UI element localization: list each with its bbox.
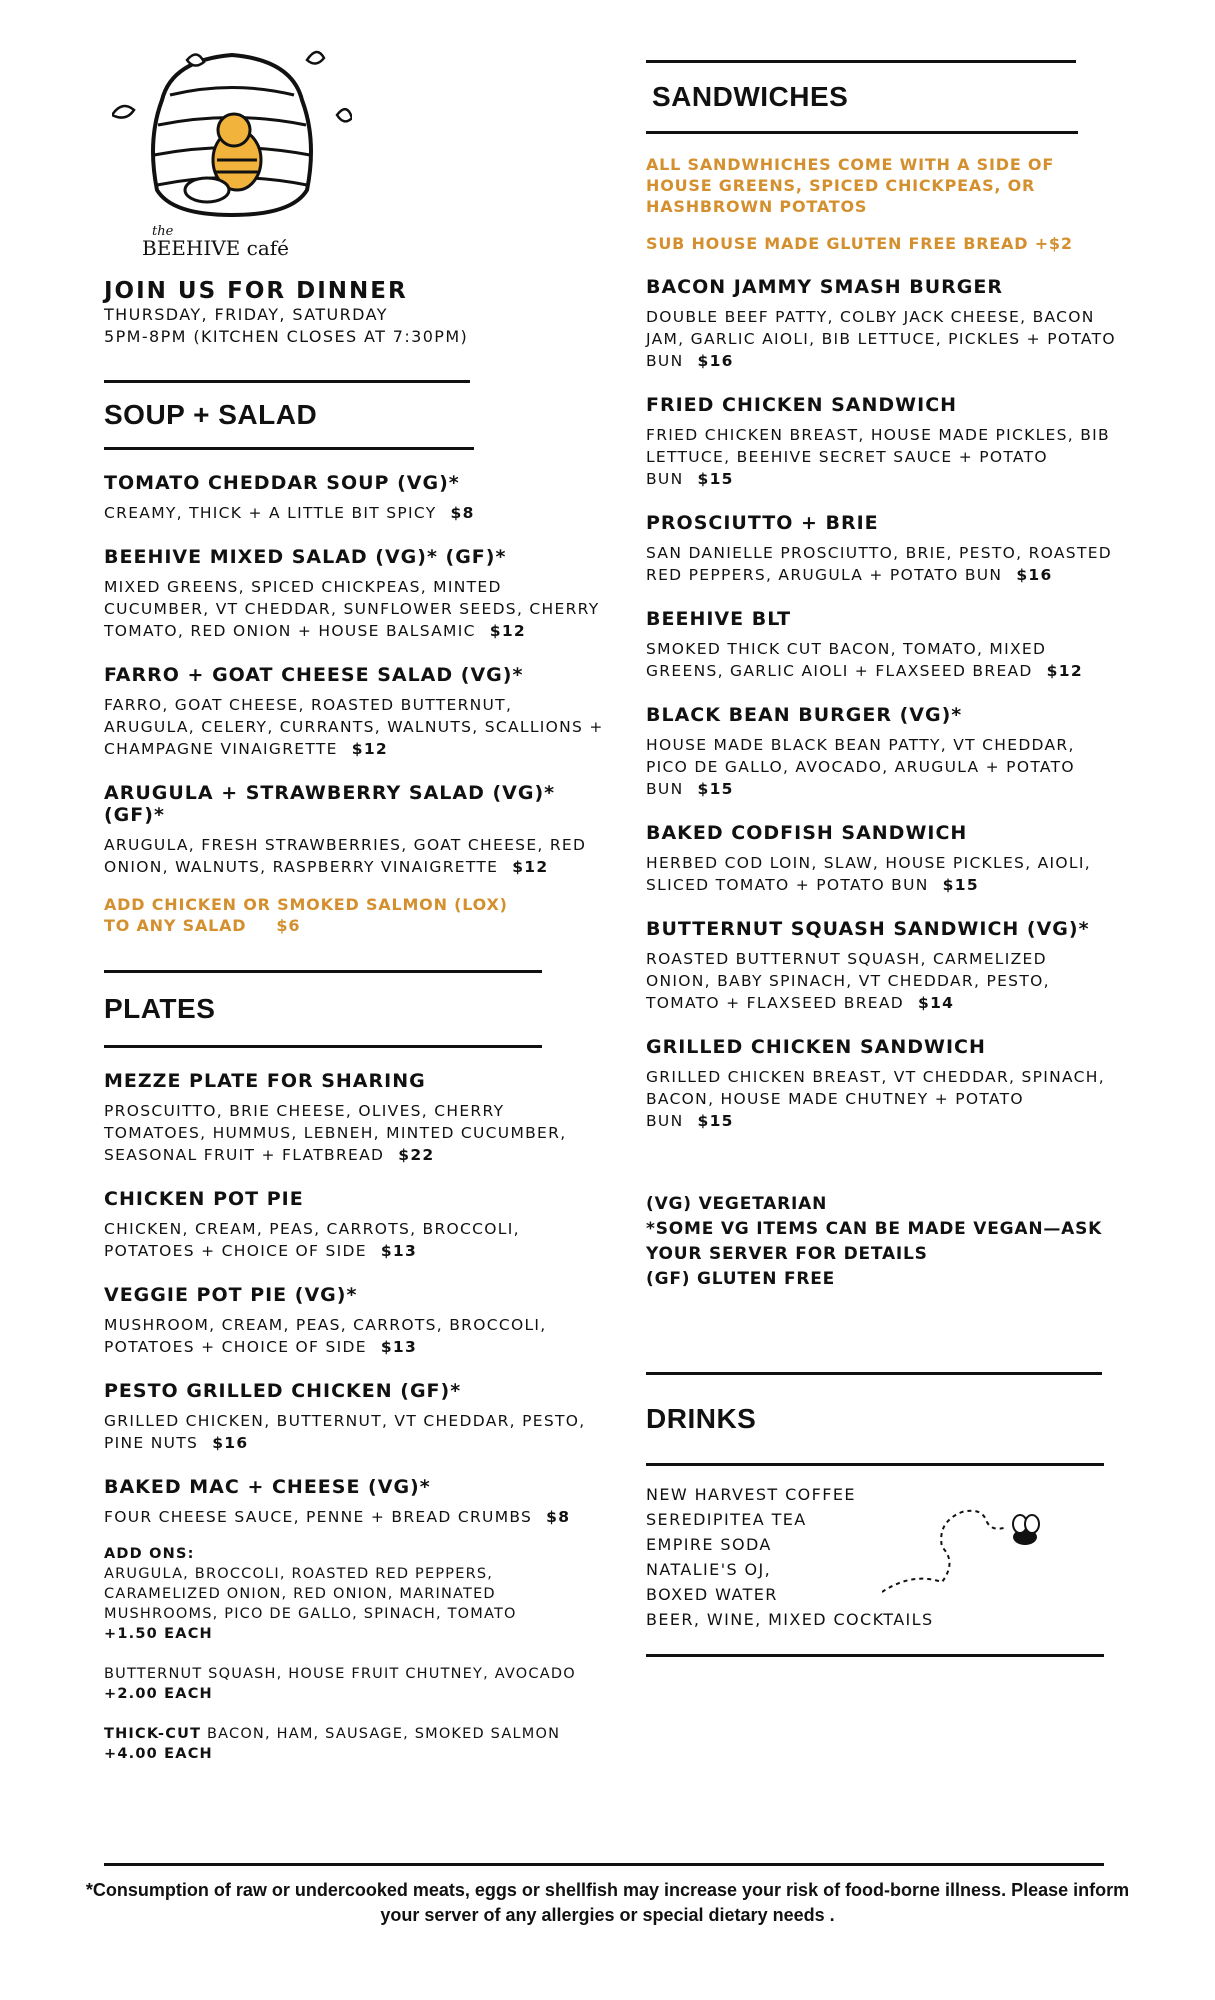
left-column [104, 40, 604, 1764]
addons-block [104, 1544, 604, 1764]
item-price: $13 [380, 1242, 418, 1260]
menu-item [646, 512, 1116, 586]
item-price: $16 [697, 352, 734, 370]
dietary-legend [646, 1192, 1116, 1292]
divider [646, 1654, 1104, 1657]
item-desc: CHICKEN, CREAM, PEAS, CARROTS, BROCCOLI, POTATOES + CHOICE OF SIDE [104, 1220, 520, 1260]
item-price: $12 [512, 858, 549, 876]
menu-item [104, 1188, 604, 1262]
addons-list-3: BACON, HAM, SAUSAGE, SMOKED SALMON [206, 1726, 561, 1742]
menu-item [646, 608, 1116, 682]
addons-title: ADD ONS: [104, 1546, 195, 1562]
item-name: BACON JAMMY SMASH BURGER [646, 276, 1004, 298]
item-name: BAKED CODFISH SANDWICH [646, 822, 968, 844]
divider [104, 447, 474, 450]
item-price: $15 [697, 1112, 734, 1130]
item-name: PROSCIUTTO + BRIE [646, 512, 879, 534]
drink-item: BOXED WATER [646, 1585, 778, 1604]
item-price: $12 [489, 622, 526, 640]
salad-addon-line2: TO ANY SALAD [104, 916, 247, 935]
item-name: TOMATO CHEDDAR SOUP (VG)* [104, 472, 460, 494]
item-name: GRILLED CHICKEN SANDWICH [646, 1036, 986, 1058]
logo-text-the: the [152, 224, 174, 239]
drink-item: BEER, WINE, MIXED COCKTAILS [646, 1610, 934, 1629]
gluten-free-note: SUB HOUSE MADE GLUTEN FREE BREAD +$2 [646, 234, 1073, 253]
menu-item [104, 1284, 604, 1358]
divider [104, 380, 470, 383]
salad-addon-price: $6 [276, 916, 301, 935]
menu-item [104, 1380, 604, 1454]
item-desc: GRILLED CHICKEN BREAST, VT CHEDDAR, SPINACH, BACON, HOUSE MADE CHUTNEY + POTATO BUN [646, 1068, 1105, 1130]
menu-item [104, 546, 604, 642]
legend-vegan-note: *SOME VG ITEMS CAN BE MADE VEGAN—ASK YOUR SERVER FOR DETAILS [646, 1219, 1103, 1264]
item-price: $14 [918, 994, 955, 1012]
item-desc: FRIED CHICKEN BREAST, HOUSE MADE PICKLES, BIB LETTUCE, BEEHIVE SECRET SAUCE + POTATO BUN [646, 426, 1110, 488]
menu-item [646, 704, 1116, 800]
beehive-logo [112, 40, 352, 260]
item-desc: DOUBLE BEEF PATTY, COLBY JACK CHEESE, BACON JAM, GARLIC AIOLI, BIB LETTUCE, PICKLES + POTATO BUN [646, 308, 1116, 370]
divider [104, 1045, 542, 1048]
divider [646, 1463, 1104, 1466]
item-name: BEEHIVE MIXED SALAD (VG)* (GF)* [104, 546, 507, 568]
footer-disclaimer: *Consumption of raw or undercooked meats, eggs or shellfish may increase your risk of food-borne illness. Please inform your server of any allergies or special dietary needs . [85, 1880, 1130, 1925]
item-price: $12 [1046, 662, 1083, 680]
item-price: $15 [697, 470, 734, 488]
item-price: $15 [942, 876, 979, 894]
menu-item [646, 394, 1116, 490]
salad-addon-line1: ADD CHICKEN OR SMOKED SALMON (LOX) [104, 895, 508, 914]
section-title-plates: PLATES [104, 993, 216, 1024]
addons-price-3: +4.00 EACH [104, 1746, 213, 1762]
item-name: FRIED CHICKEN SANDWICH [646, 394, 958, 416]
addons-price-2: +2.00 EACH [104, 1686, 213, 1702]
divider [646, 131, 1078, 134]
item-desc: FOUR CHEESE SAUCE, PENNE + BREAD CRUMBS [104, 1508, 533, 1526]
dinner-days: THURSDAY, FRIDAY, SATURDAY [104, 305, 388, 324]
menu-item [104, 472, 604, 524]
addons-price-1: +1.50 EACH [104, 1626, 213, 1642]
menu-item [646, 822, 1116, 896]
item-price: $8 [450, 504, 475, 522]
dinner-hours: 5PM-8PM (KITCHEN CLOSES AT 7:30PM) [104, 327, 469, 346]
section-title-sandwiches: SANDWICHES [652, 81, 849, 112]
divider [104, 970, 542, 973]
menu-item [104, 782, 604, 878]
menu-item [646, 918, 1116, 1014]
item-name: PESTO GRILLED CHICKEN (GF)* [104, 1380, 462, 1402]
item-name: BEEHIVE BLT [646, 608, 792, 630]
logo-text-name: BEEHIVE café [142, 236, 290, 260]
dinner-title: JOIN US FOR DINNER [104, 278, 408, 304]
flying-bee-icon [882, 1502, 1052, 1602]
menu-item [104, 1070, 604, 1166]
menu-item [104, 1476, 604, 1528]
divider [646, 1372, 1102, 1375]
drink-item: NATALIE'S OJ, [646, 1560, 772, 1579]
item-price: $8 [546, 1508, 571, 1526]
item-desc: PROSCUITTO, BRIE CHEESE, OLIVES, CHERRY TOMATOES, HUMMUS, LEBNEH, MINTED CUCUMBER, SEASONAL FRUIT + FLATBREAD [104, 1102, 567, 1164]
item-desc: MUSHROOM, CREAM, PEAS, CARROTS, BROCCOLI, POTATOES + CHOICE OF SIDE [104, 1316, 547, 1356]
item-desc: MIXED GREENS, SPICED CHICKPEAS, MINTED CUCUMBER, VT CHEDDAR, SUNFLOWER SEEDS, CHERRY TOMATO, RED ONION + HOUSE BALSAMIC [104, 578, 600, 640]
drink-item: EMPIRE SODA [646, 1535, 772, 1554]
salad-addon-note [104, 894, 604, 936]
item-desc: HERBED COD LOIN, SLAW, HOUSE PICKLES, AIOLI, SLICED TOMATO + POTATO BUN [646, 854, 1091, 894]
addons-3-bold: THICK-CUT [104, 1726, 202, 1742]
item-name: ARUGULA + STRAWBERRY SALAD (VG)* (GF)* [104, 782, 556, 826]
item-desc: GRILLED CHICKEN, BUTTERNUT, VT CHEDDAR, PESTO, PINE NUTS [104, 1412, 586, 1452]
drink-item: NEW HARVEST COFFEE [646, 1485, 856, 1504]
menu-item [104, 664, 604, 760]
section-title-drinks: DRINKS [646, 1403, 757, 1434]
legend-vegetarian: (VG) VEGETARIAN [646, 1194, 828, 1214]
item-name: BUTTERNUT SQUASH SANDWICH (VG)* [646, 918, 1090, 940]
right-column [646, 60, 1116, 1657]
footer-divider [104, 1863, 1104, 1866]
drink-item: SEREDIPITEA TEA [646, 1510, 807, 1529]
item-name: BLACK BEAN BURGER (VG)* [646, 704, 963, 726]
item-desc: FARRO, GOAT CHEESE, ROASTED BUTTERNUT, ARUGULA, CELERY, CURRANTS, WALNUTS, SCALLIONS + CHAMPAGNE VINAIGRETTE [104, 696, 604, 758]
item-name: VEGGIE POT PIE (VG)* [104, 1284, 358, 1306]
addons-list-1: ARUGULA, BROCCOLI, ROASTED RED PEPPERS, CARAMELIZED ONION, RED ONION, MARINATED MUSHROOMS, PICO DE GALLO, SPINACH, TOMATO [104, 1566, 517, 1622]
item-desc: ARUGULA, FRESH STRAWBERRIES, GOAT CHEESE, RED ONION, WALNUTS, RASPBERRY VINAIGRETTE [104, 836, 587, 876]
item-price: $22 [398, 1146, 435, 1164]
sandwich-side-note: ALL SANDWHICHES COME WITH A SIDE OF HOUSE GREENS, SPICED CHICKPEAS, OR HASHBROWN POTATOS [646, 155, 1055, 216]
item-price: $15 [697, 780, 734, 798]
legend-gluten-free: (GF) GLUTEN FREE [646, 1269, 836, 1289]
item-name: MEZZE PLATE FOR SHARING [104, 1070, 426, 1092]
section-title-soup-salad: SOUP + SALAD [104, 399, 318, 430]
item-price: $12 [351, 740, 389, 758]
item-name: BAKED MAC + CHEESE (VG)* [104, 1476, 431, 1498]
item-desc: CREAMY, THICK + A LITTLE BIT SPICY [104, 504, 437, 522]
addons-list-2: BUTTERNUT SQUASH, HOUSE FRUIT CHUTNEY, AVOCADO [104, 1666, 576, 1682]
item-price: $16 [1016, 566, 1053, 584]
item-desc: SMOKED THICK CUT BACON, TOMATO, MIXED GREENS, GARLIC AIOLI + FLAXSEED BREAD [646, 640, 1047, 680]
menu-item [646, 276, 1116, 372]
drinks-block [646, 1482, 1116, 1632]
item-desc: SAN DANIELLE PROSCIUTTO, BRIE, PESTO, ROASTED RED PEPPERS, ARUGULA + POTATO BUN [646, 544, 1113, 584]
item-price: $16 [212, 1434, 249, 1452]
divider [646, 60, 1076, 63]
menu-item [646, 1036, 1116, 1132]
item-price: $13 [380, 1338, 418, 1356]
item-desc: HOUSE MADE BLACK BEAN PATTY, VT CHEDDAR, PICO DE GALLO, AVOCADO, ARUGULA + POTATO BUN [646, 736, 1075, 798]
item-desc: ROASTED BUTTERNUT SQUASH, CARMELIZED ONION, BABY SPINACH, VT CHEDDAR, PESTO, TOMATO + FLAXSEED BREAD [646, 950, 1050, 1012]
item-name: FARRO + GOAT CHEESE SALAD (VG)* [104, 664, 524, 686]
item-name: CHICKEN POT PIE [104, 1188, 304, 1210]
